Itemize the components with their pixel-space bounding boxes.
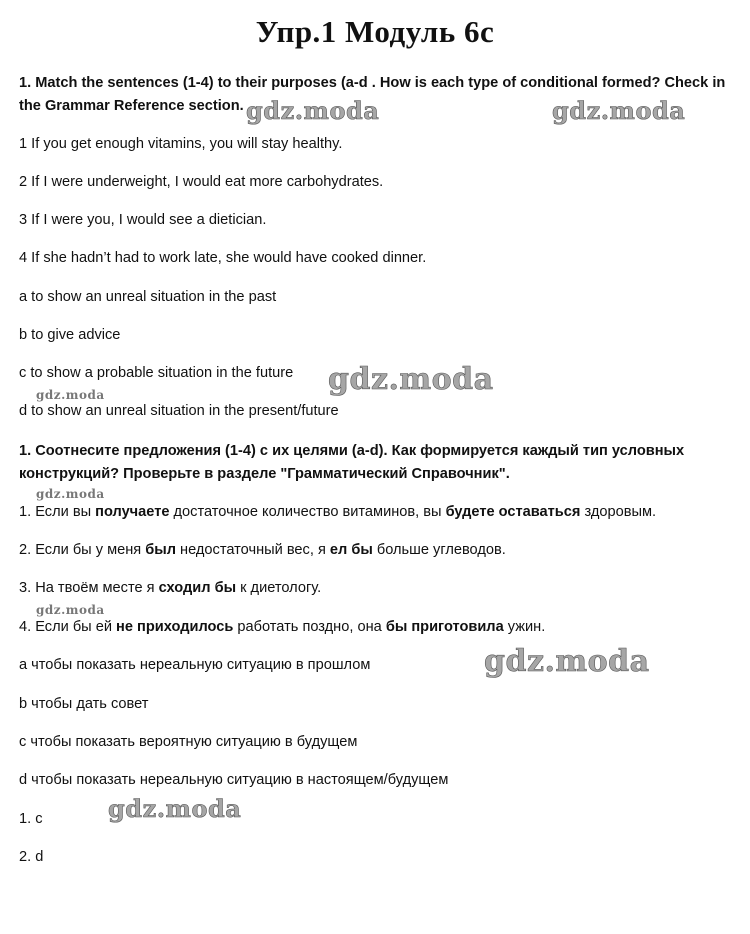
text-segment: достаточное количество витаминов, вы — [169, 504, 446, 520]
bold-verb: бы приготовила — [385, 619, 504, 635]
bold-verb: был — [145, 542, 176, 558]
bold-verb: сходил бы — [158, 580, 237, 596]
text-segment: недостаточный вес, я — [176, 542, 330, 558]
watermark: gdz.moda — [552, 96, 686, 125]
watermark: gdz.moda — [484, 644, 650, 679]
english-purpose-b: b to give advice — [19, 327, 121, 343]
text-segment: работать поздно, она — [233, 619, 386, 635]
text-segment: 2. Если бы у меня — [19, 542, 146, 558]
russian-sentence-4 — [19, 619, 545, 635]
english-task-line-2: the Grammar Reference section. — [19, 98, 244, 114]
russian-sentence-2 — [19, 542, 506, 558]
english-task-line-1: 1. Match the sentences (1-4) to their purposes (a-d . How is each type of conditional formed? Check in — [19, 75, 726, 91]
bold-verb: будете оставаться — [445, 504, 581, 520]
text-segment: к диетологу. — [236, 580, 322, 596]
page-title: Упр.1 Модуль 6c — [255, 14, 495, 49]
text-segment: здоровым. — [580, 504, 657, 520]
text-segment: ужин. — [503, 619, 546, 635]
text-segment: 4. Если бы ей — [19, 619, 117, 635]
english-sentence-3: 3 If I were you, I would see a dietician. — [19, 212, 267, 228]
russian-sentence-1 — [19, 504, 656, 520]
russian-purpose-d: d чтобы показать нереальную ситуацию в настоящем/будущем — [19, 772, 449, 788]
watermark: gdz.moda — [108, 794, 242, 823]
answer-1: 1. c — [19, 811, 43, 827]
answer-2: 2. d — [19, 849, 44, 865]
watermark: gdz.moda — [246, 96, 380, 125]
watermark: gdz.moda — [328, 362, 494, 397]
text-segment: 3. На твоём месте я — [19, 580, 159, 596]
english-purpose-a: a to show an unreal situation in the past — [19, 289, 277, 305]
russian-task-line-1: 1. Соотнесите предложения (1-4) с их целями (a-d). Как формируется каждый тип условных — [19, 443, 685, 459]
russian-task-line-2: конструкций? Проверьте в разделе "Грамматический Справочник". — [19, 466, 510, 482]
watermark: gdz.moda — [36, 487, 105, 501]
watermark: gdz.moda — [36, 388, 105, 402]
russian-purpose-b: b чтобы дать совет — [19, 696, 149, 712]
bold-verb: не приходилось — [116, 619, 234, 635]
russian-sentence-3 — [19, 580, 321, 596]
text-segment: больше углеводов. — [372, 542, 506, 558]
english-purpose-c: c to show a probable situation in the future — [19, 365, 294, 381]
russian-purpose-c: c чтобы показать вероятную ситуацию в будущем — [19, 734, 358, 750]
watermark: gdz.moda — [36, 603, 105, 617]
english-sentence-2: 2 If I were underweight, I would eat more carbohydrates. — [19, 174, 384, 190]
bold-verb: ел бы — [329, 542, 373, 558]
english-purpose-d: d to show an unreal situation in the present/future — [19, 403, 339, 419]
text-segment: 1. Если вы — [19, 504, 96, 520]
russian-purpose-a: a чтобы показать нереальную ситуацию в прошлом — [19, 657, 371, 673]
english-sentence-1: 1 If you get enough vitamins, you will stay healthy. — [19, 136, 343, 152]
english-sentence-4: 4 If she hadn’t had to work late, she would have cooked dinner. — [19, 250, 427, 266]
bold-verb: получаете — [95, 504, 170, 520]
